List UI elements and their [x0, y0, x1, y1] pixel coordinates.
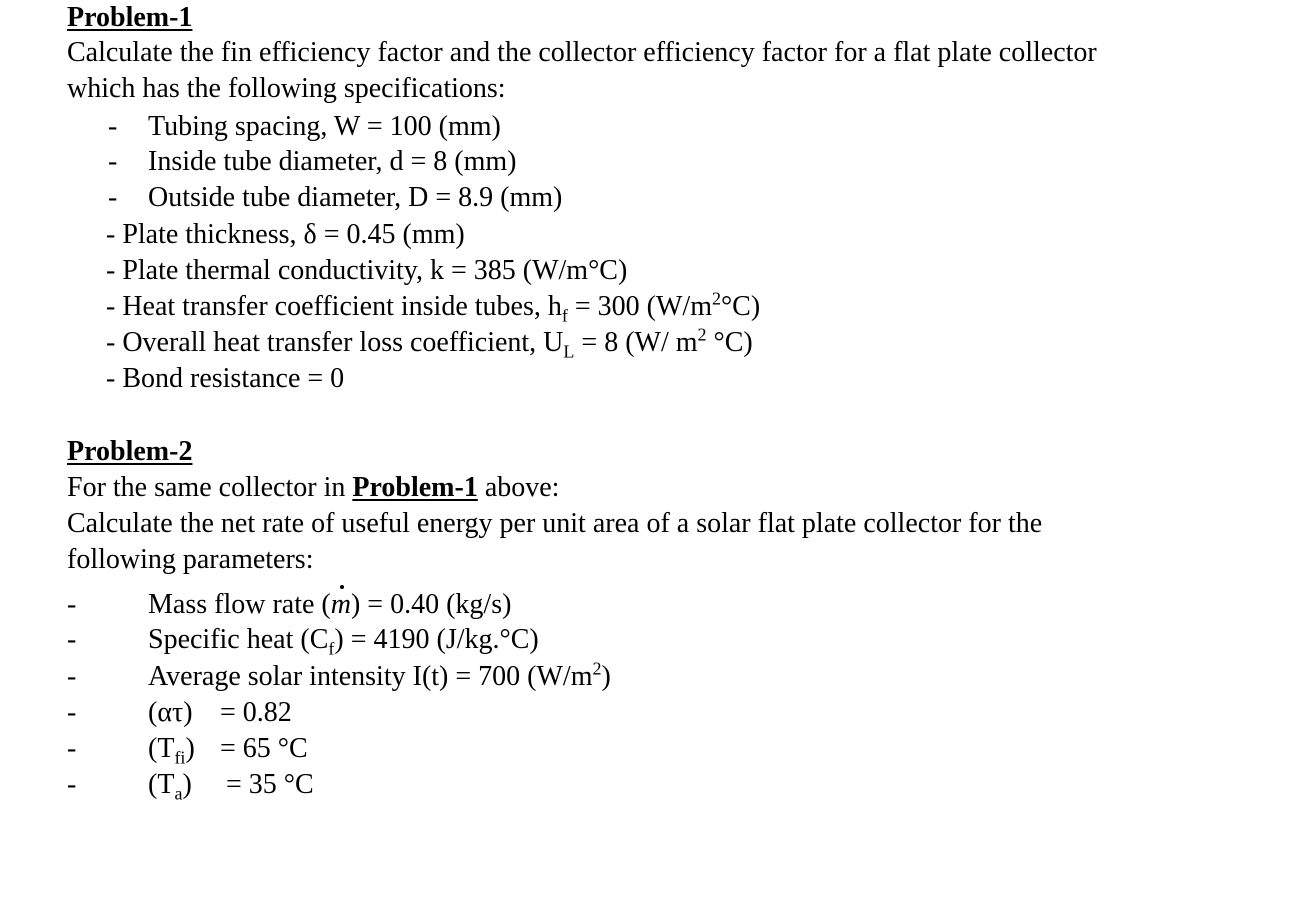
spec-plate-conductivity: - Plate thermal conductivity, k = 385 (W/m°C): [106, 255, 628, 286]
list-bullet: -: [67, 661, 77, 692]
param-solar-intensity: Average solar intensity I(t) = 700 $(W/m^2)$: [148, 658, 611, 692]
list-bullet: -: [67, 733, 77, 764]
spec-bond-resistance: - Bond resistance = 0: [106, 363, 345, 394]
param-tfi-label: $(T_{fi})$: [148, 733, 195, 768]
list-bullet: -: [108, 146, 118, 177]
list-bullet: -: [108, 182, 118, 213]
param-specific-heat: Specific heat $(C_f) = 4190$ (J/kg.°C): [148, 624, 539, 659]
problem-2-calc-line-2: following parameters:: [67, 544, 314, 575]
spec-tubing-spacing: Tubing spacing, W = 100 (mm): [148, 111, 501, 142]
problem-1-reference: Problem-1: [352, 472, 478, 503]
spec-outside-diameter: Outside tube diameter, D = 8.9 (mm): [148, 182, 563, 213]
spec-heat-transfer-coefficient: - Heat transfer coefficient inside tubes, $h_f = 300$ $(W/m^2^\circ C)$: [106, 288, 761, 326]
problem-2-intro: For the same collector in Problem-1 above:: [67, 472, 560, 503]
list-bullet: -: [67, 589, 77, 620]
param-mass-flow: Mass flow rate (m) = 0.40 (kg/s): [148, 589, 512, 620]
problem-2-calc-line-1: Calculate the net rate of useful energy per unit area of a solar flat plate collector for the: [67, 508, 1043, 539]
param-alpha-tau-value: = 0.82: [220, 697, 292, 728]
param-ta-value: = 35 °C: [226, 769, 314, 800]
m-dot-symbol: m: [330, 589, 351, 620]
param-tfi-value: = 65 °C: [220, 733, 308, 764]
list-bullet: -: [67, 697, 77, 728]
param-ta-label: $(T_a)$: [148, 769, 192, 804]
spec-inside-diameter: Inside tube diameter, d = 8 (mm): [148, 146, 517, 177]
spec-loss-coefficient: - Overall heat transfer loss coefficient, $U_L = 8$ (W/ $m^2$ °C): [106, 324, 753, 362]
list-bullet: -: [108, 111, 118, 142]
problem-1-intro-line-1: Calculate the fin efficiency factor and the collector efficiency factor for a flat plate collector: [67, 37, 1097, 68]
list-bullet: -: [67, 769, 77, 800]
param-alpha-tau-label: (ατ): [148, 697, 193, 728]
problem-1-heading: Problem-1: [67, 2, 193, 33]
problem-2-heading: Problem-2: [67, 436, 193, 467]
spec-plate-thickness: - Plate thickness, δ = 0.45 (mm): [106, 219, 465, 250]
problem-1-intro-line-2: which has the following specifications:: [67, 73, 506, 104]
list-bullet: -: [67, 624, 77, 655]
